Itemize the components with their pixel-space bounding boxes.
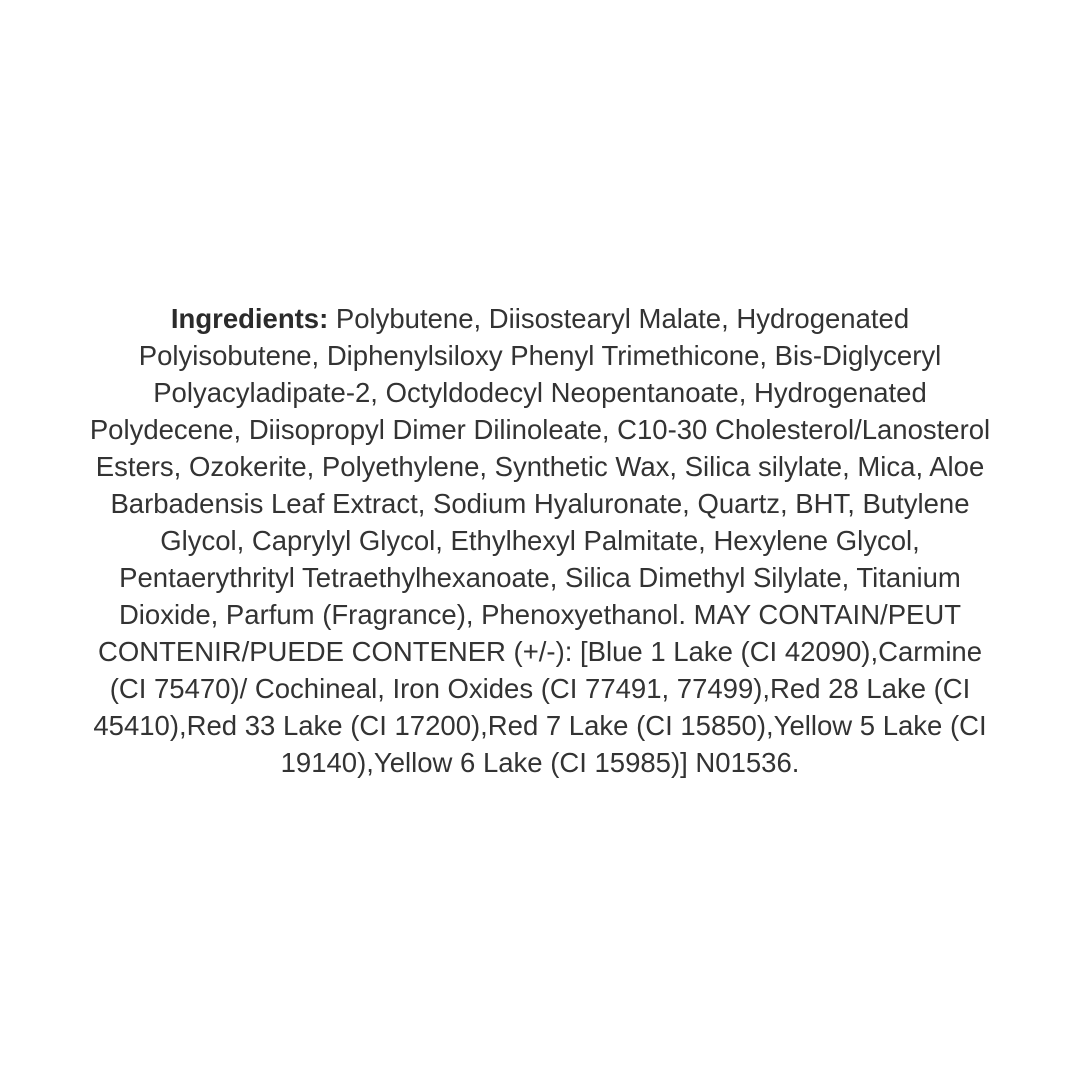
ingredients-paragraph [87,300,993,781]
ingredients-label: Ingredients: [170,302,329,334]
ingredients-text: Polybutene, Diisostearyl Malate, Hydrogenated Polyisobutene, Diphenylsiloxy Phenyl Trimethicone, Bis-Diglyceryl Polyacyladipate-2, Octyldodecyl Neopentanoate, Hydrogenated Polydecene, Diisopropyl Dimer Dilinoleate, C10-30 Cholesterol/Lanosterol Esters, Ozokerite, Polyethylene, Synthetic Wax, Silica silylate, Mica, Aloe Barbadensis Leaf Extract, Sodium Hyaluronate, Quartz, BHT, Butylene Glycol, Caprylyl Glycol, Ethylhexyl Palmitate, Hexylene Glycol, Pentaerythrityl Tetraethylhexanoate, Silica Dimethyl Silylate, Titanium Dioxide, Parfum (Fragrance), Phenoxyethanol. MAY CONTAIN/PEUT CONTENIR/PUEDE CONTENER (+/-): [Blue 1 Lake (CI 42090),Carmine (CI 75470)/ Cochineal, Iron Oxides (CI 77491, 77499),Red 28 Lake (CI 45410),Red 33 Lake (CI 17200),Red 7 Lake (CI 15850),Yellow 5 Lake (CI 19140),Yellow 6 Lake (CI 15985)] N01536. [89,302,991,778]
